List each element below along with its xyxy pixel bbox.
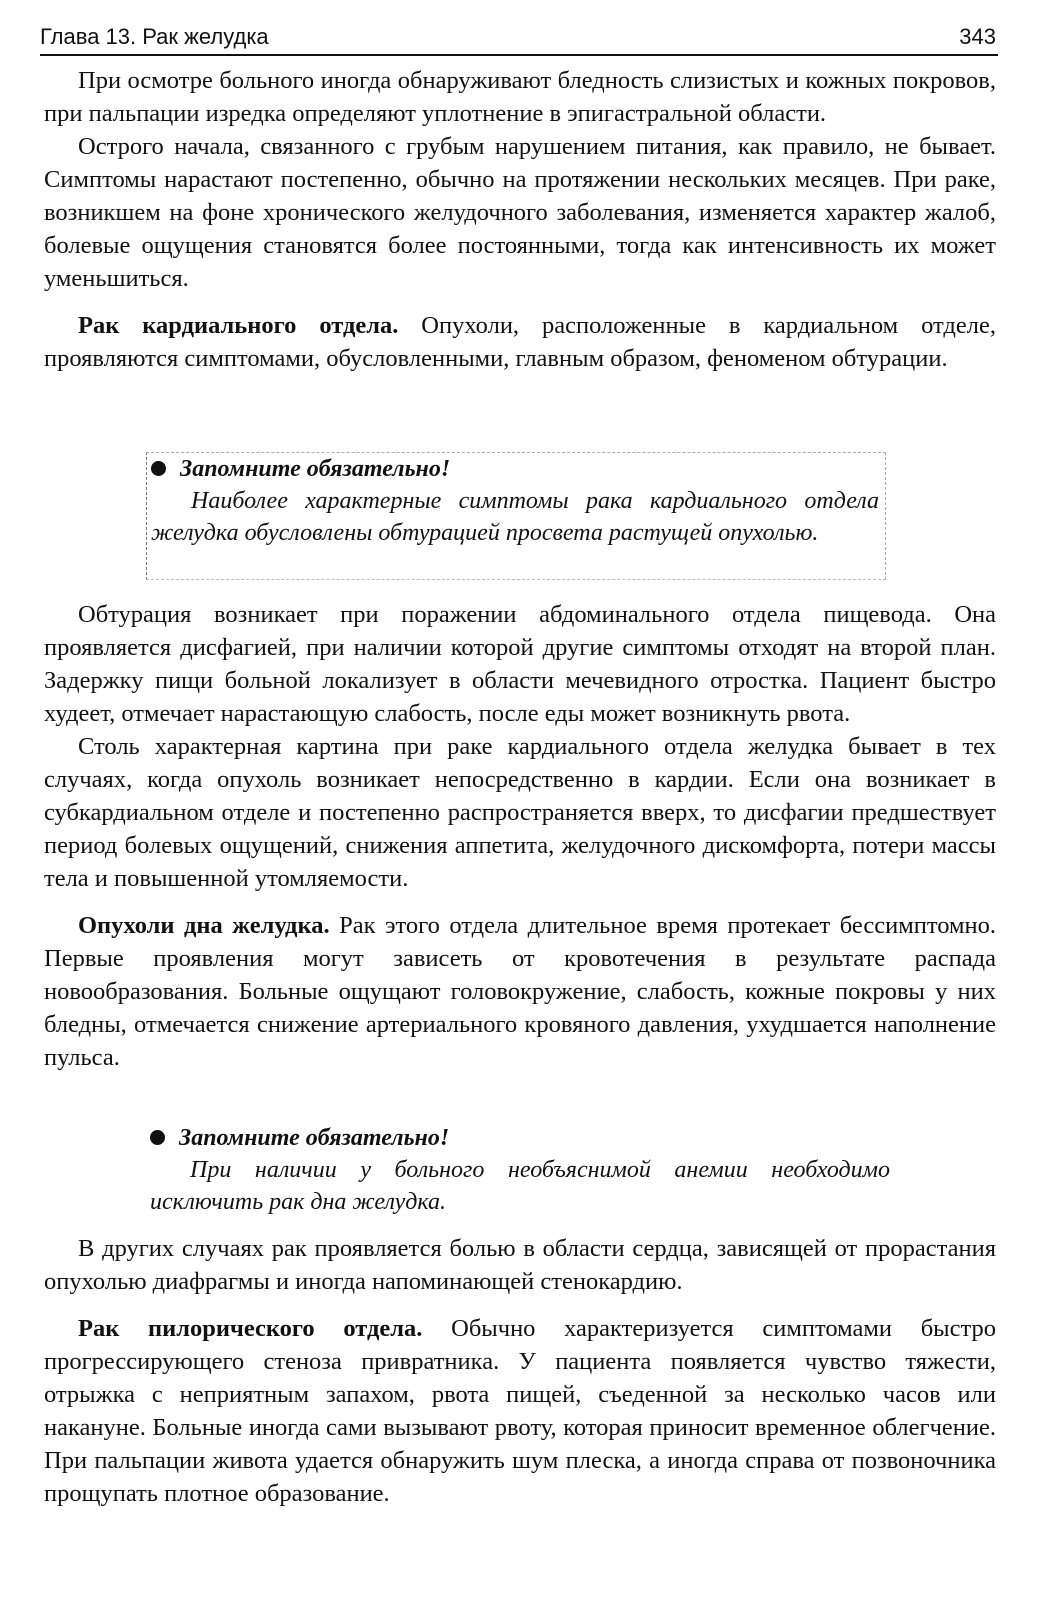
bullet-icon [151,461,166,476]
text-block-3 [44,1232,996,1510]
remember-text-2: При наличии у больного необъяснимой анемии необходимо исключить рак дна желудка. [150,1157,890,1215]
remember-box-1 [146,452,886,580]
paragraph-1: При осмотре больного иногда обнаруживают бледность слизистых и кожных покровов, при пальпации изредка определяют уплотнение в эпигастральной области. [44,67,996,127]
paragraph-pyloric-text: Обычно характеризуется симптомами быстро прогрессирующего стеноза привратника. У пациента появляется чувство тяжести, отрыжка с неприятным запахом, рвота пищей, съеденной за несколько часов или накануне. Больные иногда сами вызывают рвоту, которая приносит временное облегчение. При пальпации живота удается обнаружить шум плеска, а иногда справа от позвоночника прощупать плотное образование. [44,1315,996,1507]
bullet-icon [150,1130,165,1145]
chapter-title: Глава 13. Рак желудка [40,24,269,49]
remember-title-2: Запомните обязательно! [150,1122,890,1154]
heading-pyloric: Рак пилорического отдела. [78,1315,423,1342]
paragraph-pyloric [44,1312,996,1510]
remember-text-1: Наиболее характерные симптомы рака кардиального отдела желудка обусловлены обтурацией просвета растущей опухолью. [151,488,879,546]
running-header [40,22,998,56]
page-number: 343 [959,24,996,49]
paragraph-5: Столь характерная картина при раке кардиального отдела желудка бывает в тех случаях, когда опухоль возникает непосредственно в кардии. Если она возникает в субкардиальном отделе и постепенно распространяется вверх, то дисфагии предшествует период болевых ощущений, снижения аппетита, желудочного дискомфорта, потери массы тела и повышенной утомляемости. [44,733,996,892]
heading-fundus: Опухоли дна желудка. [78,912,330,939]
text-block-2 [44,598,996,1074]
paragraph-cardiac-text: Опухоли, расположенные в кардиальном отделе, проявляются симптомами, обусловленными, главным образом, феноменом обтурации. [44,312,996,372]
paragraph-cardiac [44,309,996,375]
heading-cardiac: Рак кардиального отдела. [78,312,399,339]
remember-title-1: Запомните обязательно! [151,453,879,485]
paragraph-7: В других случаях рак проявляется болью в области сердца, зависящей от прорастания опухолью диафрагмы и иногда напоминающей стенокардию. [44,1235,996,1295]
paragraph-fundus-text: Рак этого отдела длительное время протекает бессимптомно. Первые проявления могут зависеть от кровотечения в результате распада новообразования. Больные ощущают головокружение, слабость, кожные покровы у них бледны, отмечается снижение артериального кровяного давления, ухудшается наполнение пульса. [44,912,996,1071]
text-block-1 [44,64,996,375]
paragraph-fundus [44,909,996,1074]
paragraph-2: Острого начала, связанного с грубым нарушением питания, как правило, не бывает. Симптомы нарастают постепенно, обычно на протяжении нескольких месяцев. При раке, возникшем на фоне хронического желудочного заболевания, изменяется характер жалоб, болевые ощущения становятся более постоянными, тогда как интенсивность их может уменьшиться. [44,133,996,292]
remember-box-2 [150,1122,890,1218]
paragraph-4: Обтурация возникает при поражении абдоминального отдела пищевода. Она проявляется дисфагией, при наличии которой другие симптомы отходят на второй план. Задержку пищи больной локализует в области мечевидного отростка. Пациент быстро худеет, отмечает нарастающую слабость, после еды может возникнуть рвота. [44,601,996,727]
